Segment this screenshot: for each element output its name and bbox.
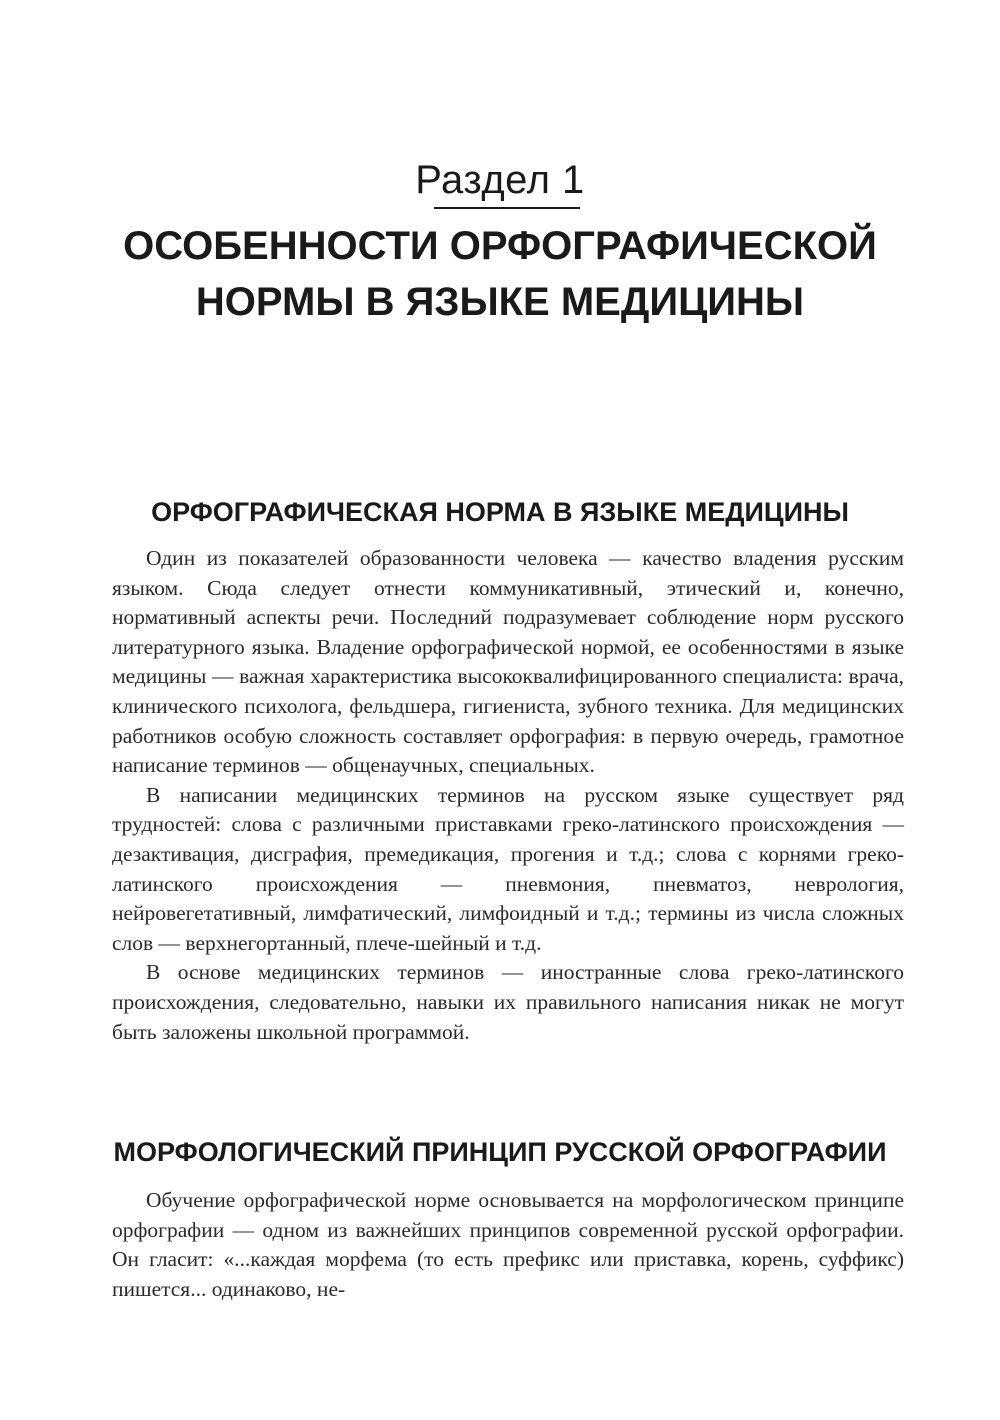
paragraph: Обучение орфографической норме основывается на морфологическом принципе орфографии — одном из важнейших принципов современной русской орфографии. Он гласит: «...каждая морфема (то есть префикс или приставка, корень, суффикс) пишется... одинаково, не- bbox=[112, 1188, 904, 1301]
paragraph: В основе медицинских терминов — иностранные слова греко-латинского происхождения, следовательно, навыки их правильного написания никак не могут быть заложены школьной программой. bbox=[112, 960, 904, 1044]
section-body-morphological-principle bbox=[112, 1186, 904, 1304]
section-title-morphological-principle: МОРФОЛОГИЧЕСКИЙ ПРИНЦИП РУССКОЙ ОРФОГРАФИИ bbox=[113, 1137, 887, 1167]
chapter-title-line-1: ОСОБЕННОСТИ ОРФОГРАФИЧЕСКОЙ bbox=[123, 224, 877, 268]
chapter-title-line-2: НОРМЫ В ЯЗЫКЕ МЕДИЦИНЫ bbox=[195, 280, 805, 324]
chapter-title bbox=[100, 218, 900, 330]
part-label: Раздел 1 bbox=[415, 158, 585, 202]
section-title-orthographic-norm: ОРФОГРАФИЧЕСКАЯ НОРМА В ЯЗЫКЕ МЕДИЦИНЫ bbox=[151, 497, 849, 527]
section-body-orthographic-norm bbox=[112, 544, 904, 1047]
paragraph: В написании медицинских терминов на русском языке существует ряд трудностей: слова с различными приставками греко-латинского происхождения — дезактивация, дисграфия, премедикация, прогения и т.д.; слова с корнями греко-латинского происхождения — пневмония, пневматоз, неврология, нейровегетативный, лимфатический, лимфоидный и т.д.; термины из числа сложных слов — верхнегортанный, плече-шейный и т.д. bbox=[112, 782, 904, 955]
paragraph: Один из показателей образованности человека — качество владения русским языком. Сюда следует отнести коммуникативный, этический и, конечно, нормативный аспекты речи. Последний подразумевает соблюдение норм русского литературного языка. Владение орфографической нормой, ее особенностями в языке медицины — важная характеристика высококвалифицированного специалиста: врача, клинического психолога, фельдшера, гигиениста, зубного техника. Для медицинских работников особую сложность составляет орфография: в первую очередь, грамотное написание терминов — общенаучных, специальных. bbox=[112, 546, 904, 778]
part-label-underline bbox=[434, 207, 580, 209]
